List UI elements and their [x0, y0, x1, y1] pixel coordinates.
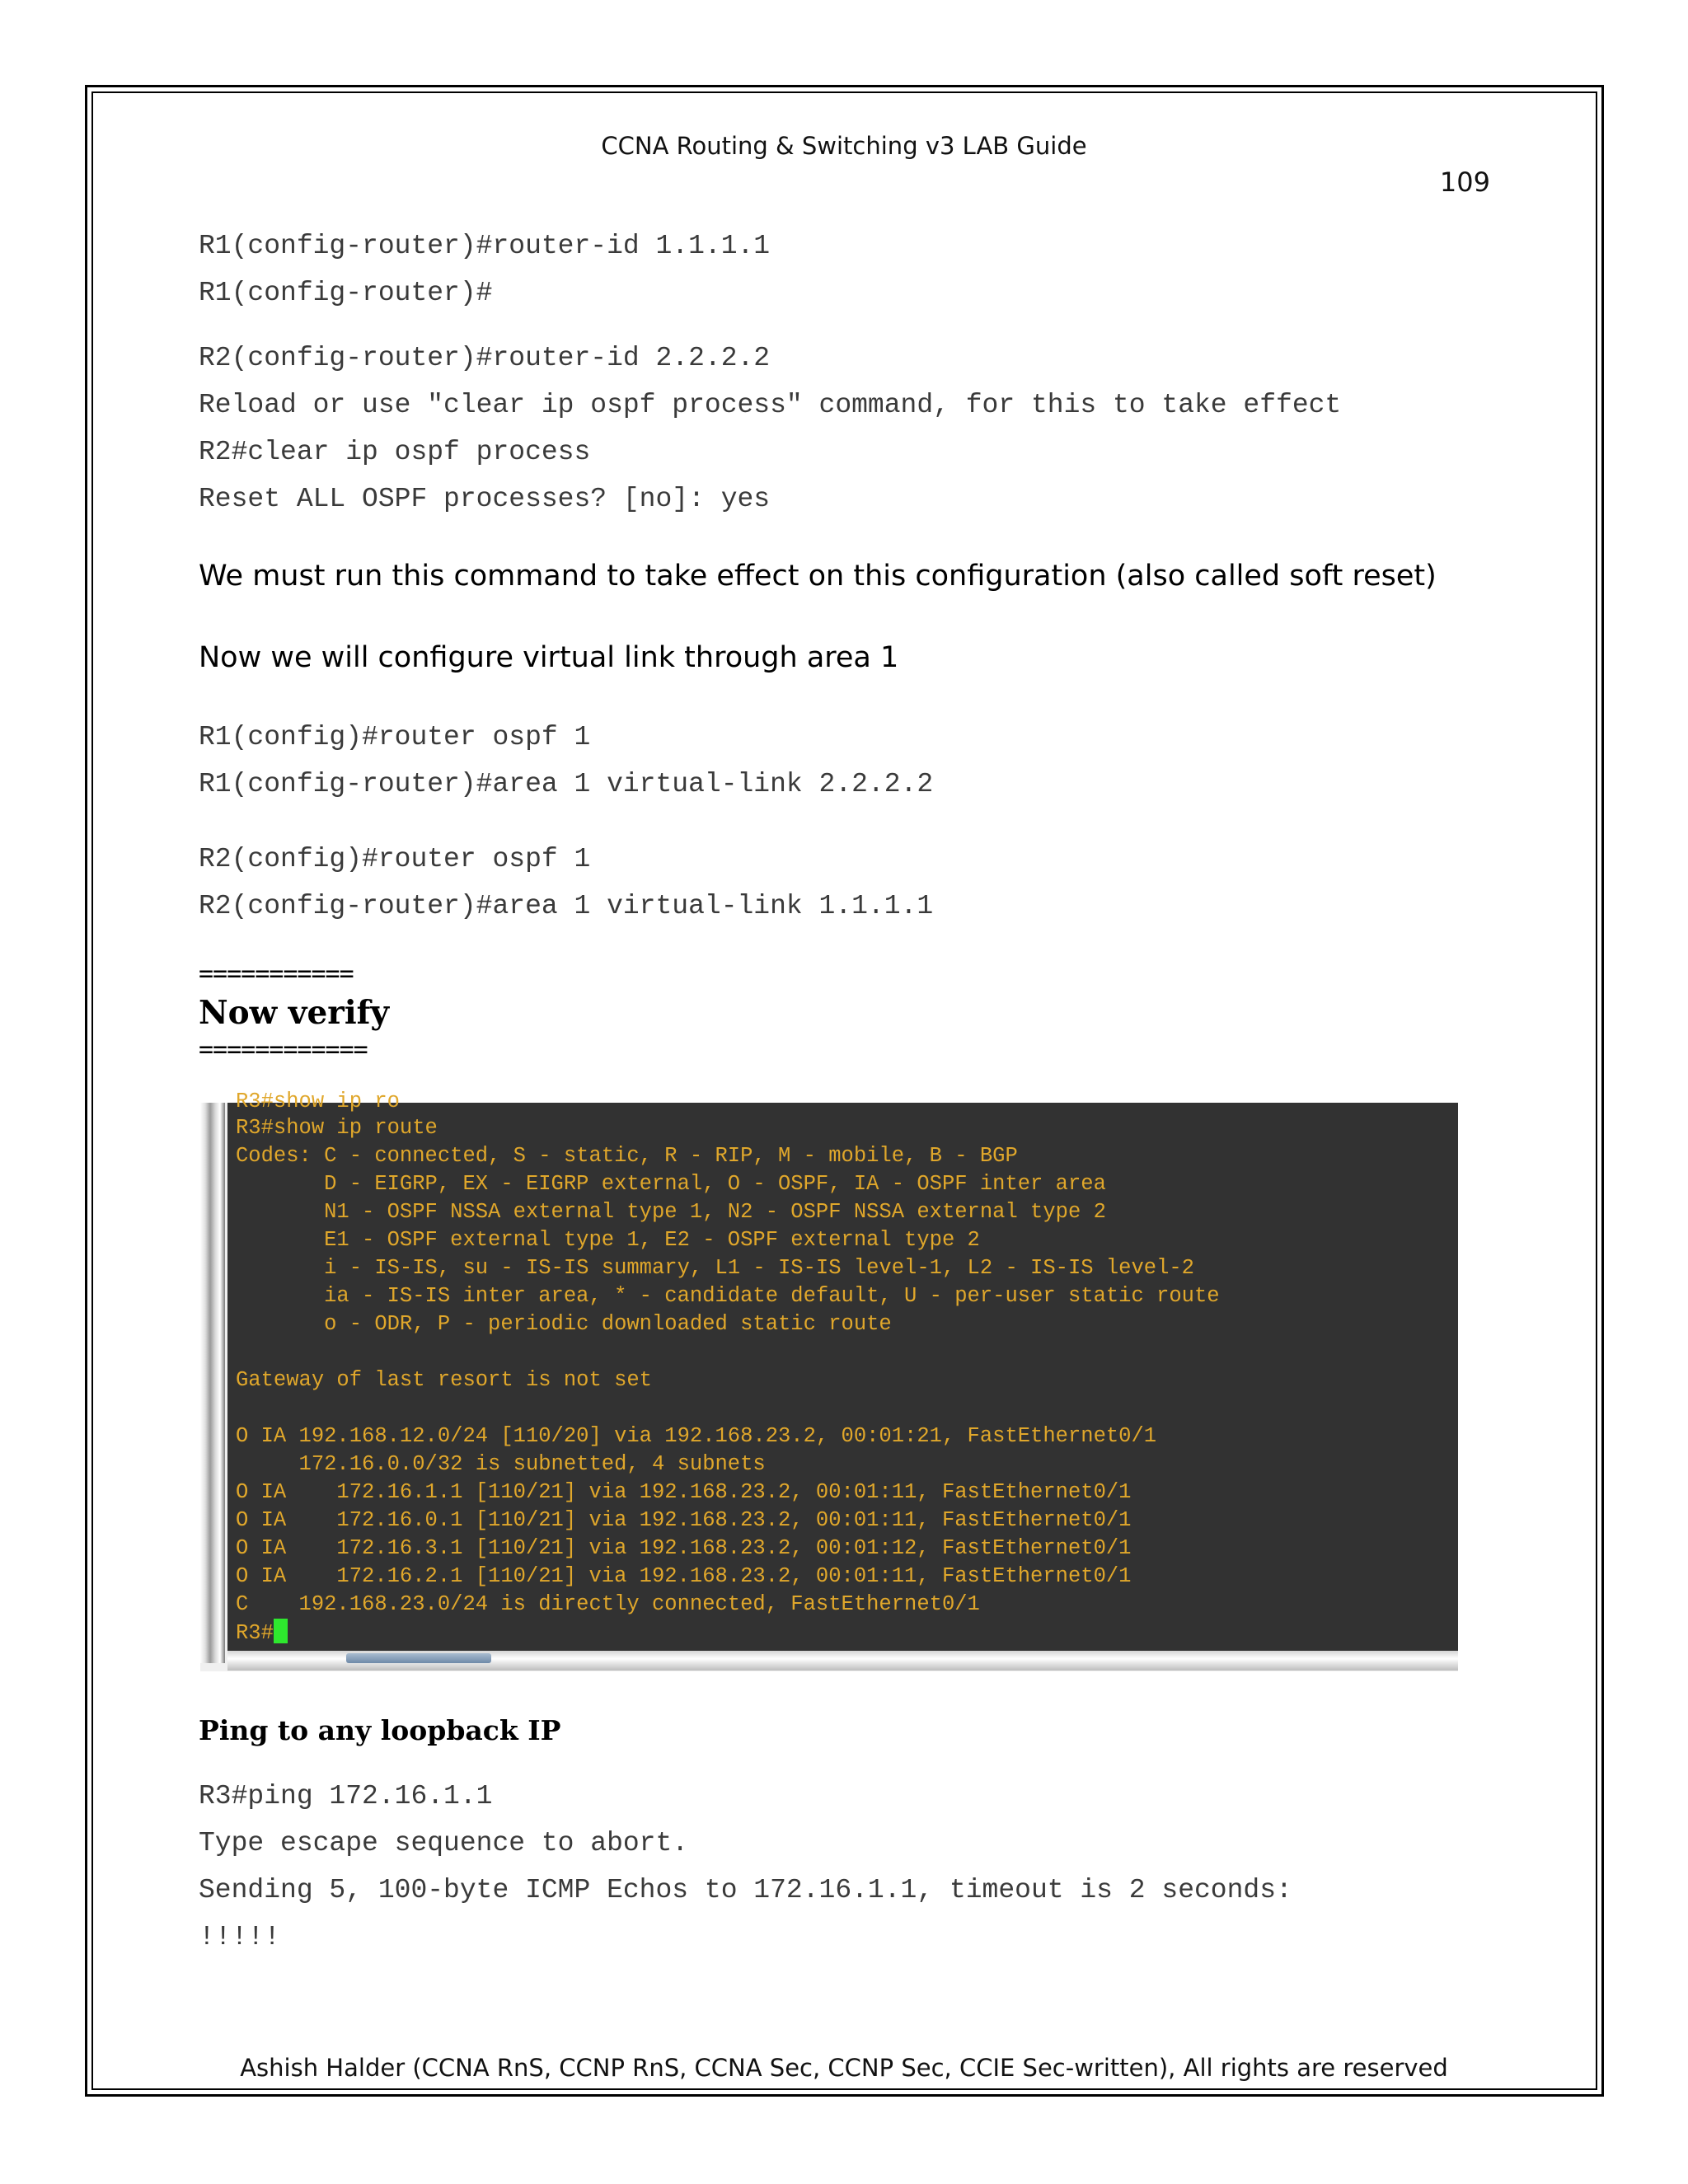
code-line: R2#clear ip ospf process [199, 437, 591, 467]
code-line: R2(config)#router ospf 1 [199, 844, 591, 874]
terminal-line: E1 - OSPF external type 1, E2 - OSPF external type 2 [236, 1228, 980, 1252]
document-header-title: CCNA Routing & Switching v3 LAB Guide [601, 132, 1087, 160]
terminal-scroll-thumb [346, 1653, 491, 1663]
heading-ping-loopback: Ping to any loopback IP [199, 1714, 561, 1746]
terminal-line: O IA 172.16.1.1 [110/21] via 192.168.23.2, 00:01:11, FastEthernet0/1 [236, 1480, 1132, 1504]
code-line: R1(config-router)#router-id 1.1.1.1 [199, 231, 771, 261]
document-footer: Ashish Halder (CCNA RnS, CCNP RnS, CCNA Sec, CCNP Sec, CCIE Sec-written), All rights are reserved [240, 2054, 1448, 2082]
terminal-line: o - ODR, P - periodic downloaded static route [236, 1312, 892, 1336]
terminal-output [227, 1090, 1458, 1651]
code-line: !!!!! [199, 1922, 281, 1952]
terminal-cursor [274, 1619, 288, 1643]
paragraph-soft-reset: We must run this command to take effect on this configuration (also called soft reset) [199, 560, 1437, 593]
terminal-line: i - IS-IS, su - IS-IS summary, L1 - IS-IS level-1, L2 - IS-IS level-2 [236, 1256, 1194, 1280]
code-line: Type escape sequence to abort. [199, 1828, 689, 1858]
page-number: 109 [1439, 166, 1490, 198]
terminal-line: R3#show ip ro [236, 1090, 400, 1113]
code-line: R1(config)#router ospf 1 [199, 722, 591, 752]
terminal-line: Codes: C - connected, S - static, R - RIP, M - mobile, B - BGP [236, 1144, 1018, 1168]
paragraph-virtual-link: Now we will configure virtual link through area 1 [199, 641, 899, 674]
terminal-line: D - EIGRP, EX - EIGRP external, O - OSPF, IA - OSPF inter area [236, 1172, 1106, 1196]
code-line: Reload or use "clear ip ospf process" command, for this to take effect [199, 390, 1342, 420]
terminal-window-edge [200, 1103, 225, 1663]
code-line: R2(config-router)#router-id 2.2.2.2 [199, 343, 771, 373]
code-line: R2(config-router)#area 1 virtual-link 1.1.1.1 [199, 891, 934, 921]
terminal-line: R3#show ip route [236, 1116, 438, 1140]
terminal-prompt-line [236, 1619, 288, 1647]
heading-now-verify: Now verify [199, 994, 390, 1032]
code-line: R3#ping 172.16.1.1 [199, 1781, 493, 1811]
terminal-line: O IA 172.16.0.1 [110/21] via 192.168.23.2, 00:01:11, FastEthernet0/1 [236, 1508, 1132, 1532]
code-line: R1(config-router)#area 1 virtual-link 2.2.2.2 [199, 769, 934, 799]
terminal-line: O IA 192.168.12.0/24 [110/20] via 192.168.23.2, 00:01:21, FastEthernet0/1 [236, 1424, 1157, 1448]
terminal-line: N1 - OSPF NSSA external type 1, N2 - OSPF NSSA external type 2 [236, 1200, 1106, 1224]
terminal-line: O IA 172.16.2.1 [110/21] via 192.168.23.2, 00:01:11, FastEthernet0/1 [236, 1564, 1132, 1588]
separator-top: =========== [199, 959, 354, 988]
terminal-line: Gateway of last resort is not set [236, 1368, 652, 1392]
code-line: Reset ALL OSPF processes? [no]: yes [199, 484, 771, 514]
terminal-line: ia - IS-IS inter area, * - candidate default, U - per-user static route [236, 1284, 1220, 1308]
terminal-line: O IA 172.16.3.1 [110/21] via 192.168.23.2, 00:01:12, FastEthernet0/1 [236, 1536, 1132, 1560]
separator-bottom: ============ [199, 1035, 368, 1064]
code-line: Sending 5, 100-byte ICMP Echos to 172.16.1.1, timeout is 2 seconds: [199, 1875, 1292, 1905]
terminal-line: C 192.168.23.0/24 is directly connected, FastEthernet0/1 [236, 1592, 980, 1616]
code-line: R1(config-router)# [199, 278, 493, 308]
terminal-line: 172.16.0.0/32 is subnetted, 4 subnets [236, 1452, 766, 1476]
terminal-prompt: R3# [236, 1621, 274, 1645]
